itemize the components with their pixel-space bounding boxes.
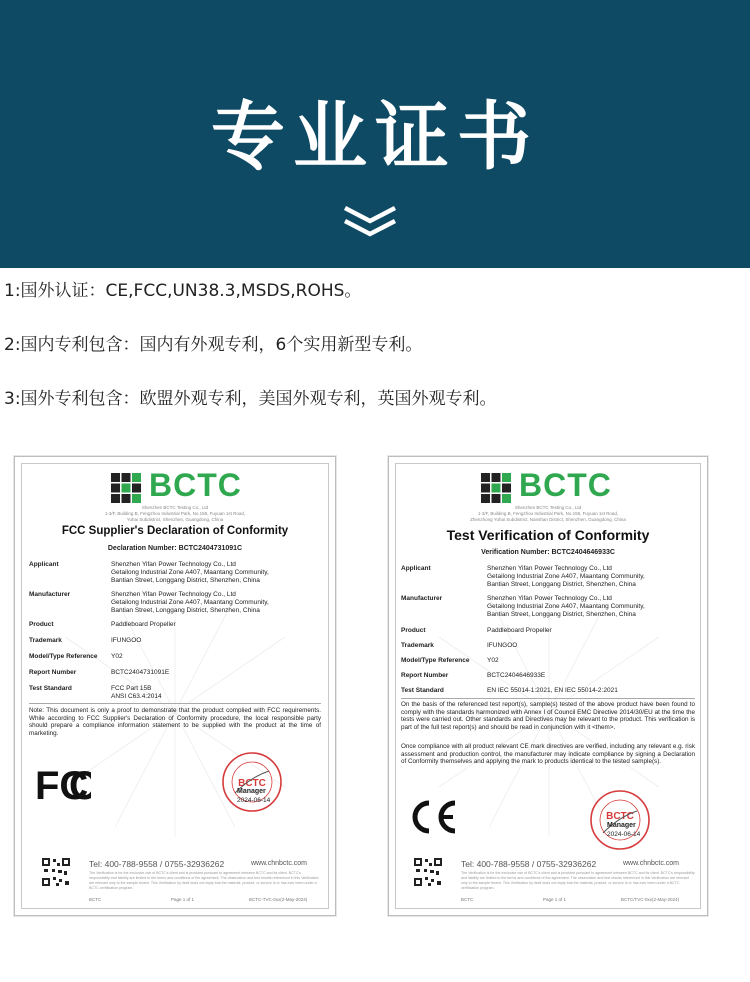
footer-right: BCTC/TVC-0xx(2-May-2024) — [621, 897, 680, 902]
company-address: Shenzhen BCTC Testing Co., Ltd 1-3/F, Building B, Fengzhou Industrial Park, No.158, Fuyuan 1st Road, Yuhai Subdistrict, Shenzhen, Guangdong, China — [104, 505, 246, 522]
field-model — [401, 657, 697, 667]
field-label: Report Number — [29, 669, 77, 676]
footer-right: BCTC-TVC-0xx(2-May-2024) — [249, 897, 308, 902]
certificate-title: Test Verification of Conformity — [446, 527, 650, 543]
svg-text:FC: FC — [35, 764, 89, 807]
field-value: Paddleboard Propeller — [487, 627, 552, 634]
bctc-logo-text: BCTC — [519, 467, 612, 503]
field-label: Applicant — [401, 565, 431, 572]
field-applicant — [29, 561, 324, 587]
field-label: Test Standard — [401, 687, 444, 694]
bctc-logo-icon — [111, 473, 141, 503]
website: www.chnbctc.com — [251, 860, 308, 867]
field-product — [401, 627, 697, 637]
field-value: Shenzhen Yifan Power Technology Co., Ltd Getailong Industrial Zone A407, Maantang Community, Bantian Street, Longgang District, Shenzhen, China — [111, 591, 269, 614]
footer-left: BCTC — [89, 897, 102, 902]
field-value: Y02 — [111, 653, 123, 660]
bctc-logo-text: BCTC — [149, 467, 242, 503]
svg-text:BCTC: BCTC — [238, 778, 266, 789]
field-label: Product — [401, 627, 426, 634]
field-label: Applicant — [29, 561, 59, 568]
company-address: Shenzhen BCTC Testing Co., Ltd 1-3/F, Building B, Fengzhou Industrial Park, No.158, Fuyuan 1st Road, Zhenzhong Yuhai Subdistrict, Nanshan District, Shenzhen, Guangdong, China — [470, 505, 626, 522]
field-test-standard — [29, 685, 324, 703]
field-report-number — [29, 669, 324, 679]
field-value: IFUNGOO — [487, 642, 518, 649]
divider — [29, 703, 321, 704]
fcc-logo-icon — [35, 759, 91, 807]
header-banner — [0, 0, 750, 268]
field-report-number — [401, 672, 697, 682]
contact-phone: Tel: 400-788-9558 / 0755-32936262 — [461, 859, 597, 869]
qr-code-icon — [413, 857, 443, 887]
field-value: Y02 — [487, 657, 499, 664]
fine-print: The Verification is for the exclusive use of BCTC's client and is provided pursuant to agreement between BCTC and its client. BCTC's responsibility and liability are limited to the terms and conditions of the agreement. The observation and test results referenced in this Verification are relevant only to the sample tested. This Verification by itself does not imply that the material, product, or service is or has ever been under a BCTC certification program. — [461, 871, 695, 890]
signature-date: 2024-06-14 — [607, 831, 641, 838]
svg-text:BCTC: BCTC — [606, 811, 634, 822]
ce-logo-icon — [409, 797, 459, 837]
qr-code-icon — [41, 857, 71, 887]
fcc-mark — [35, 759, 91, 807]
certificate-title: FCC Supplier's Declaration of Conformity — [61, 525, 289, 537]
signature-title: Manager — [607, 822, 636, 829]
fine-print: The Verification is for the exclusive use of BCTC's client and is provided pursuant to agreement between BCTC and its client. BCTC's responsibility and liability are limited to the terms and conditions of the agreement. The observation and test results referenced in this Verification are relevant only to the sample tested. This Verification by itself does not imply that the material, product, or service is or has ever been under a BCTC certification program. — [89, 871, 319, 890]
field-value: BCTC2404646933E — [487, 672, 546, 679]
field-value: Shenzhen Yifan Power Technology Co., Ltd Getailong Industrial Zone A407, Maantang Community, Bantian Street, Longgang District, Shenzhen, China — [487, 565, 645, 588]
field-manufacturer — [29, 591, 324, 617]
field-value: Paddleboard Propeller — [111, 621, 176, 628]
certification-list — [4, 278, 497, 412]
field-value: EN IEC 55014-1:2021, EN IEC 55014-2:2021 — [487, 687, 618, 694]
bctc-logo-icon — [481, 473, 511, 503]
field-value: BCTC2404731091E — [111, 669, 170, 676]
field-value: Shenzhen Yifan Power Technology Co., Ltd Getailong Industrial Zone A407, Maantang Community, Bantian Street, Longgang District, Shenzhen, China — [111, 561, 269, 584]
field-applicant — [401, 565, 697, 591]
website: www.chnbctc.com — [623, 860, 680, 867]
divider — [401, 698, 695, 699]
footer-page: Page 1 of 1 — [543, 897, 567, 902]
field-value: Shenzhen Yifan Power Technology Co., Ltd Getailong Industrial Zone A407, Maantang Community, Bantian Street, Longgang District, Shenzhen, China — [487, 595, 645, 618]
contact-phone: Tel: 400-788-9558 / 0755-32936262 — [89, 859, 225, 869]
ce-certificate — [388, 456, 708, 916]
field-label: Model/Type Reference — [401, 657, 470, 664]
footer-page: Page 1 of 1 — [171, 897, 195, 902]
field-label: Test Standard — [29, 685, 72, 692]
list-item: 1:国外认证：CE,FCC,UN38.3,MSDS,ROHS。 — [4, 281, 362, 301]
verification-number: Verification Number: BCTC2404646933C — [481, 549, 615, 556]
field-label: Manufacturer — [401, 595, 443, 602]
field-trademark — [29, 637, 324, 647]
banner-title: 专业证书 — [211, 94, 539, 180]
declaration-number: Declaration Number: BCTC2404731091C — [107, 545, 243, 552]
field-label: Manufacturer — [29, 591, 71, 598]
field-label: Model/Type Reference — [29, 653, 98, 660]
list-item: 3:国外专利包含：欧盟外观专利，美国外观专利，英国外观专利。 — [4, 389, 497, 409]
field-label: Product — [29, 621, 54, 628]
svg-text:C: C — [69, 764, 91, 807]
signature-title: Manager — [237, 788, 266, 795]
list-item: 2:国内专利包含：国内有外观专利，6个实用新型专利。 — [4, 335, 423, 355]
fcc-certificate — [14, 456, 336, 916]
field-test-standard — [401, 687, 697, 697]
field-label: Report Number — [401, 672, 449, 679]
compliance-paragraph: Once compliance with all product relevant CE mark directives are verified, including any relevant e.g. risk assessment and production control, the manufacturer may indicate compliance by signing a Declaration of Conformity themselves and applying the mark to products identical to the tested sample(s). — [401, 743, 695, 766]
ce-mark — [409, 797, 459, 837]
conformity-paragraph: On the basis of the referenced test report(s), sample(s) tested of the above product have been found to comply with the standards harmonized with Annex I of Council EMC Directive 2014/30/EU at the time the tests were carried out. Other standards and Directives may be relevant to the product. This verification is part of the full test report(s) and should be read in conjunction with it <them>. — [401, 701, 695, 731]
field-label: Trademark — [401, 642, 434, 649]
field-product — [29, 621, 324, 631]
field-model — [29, 653, 324, 663]
field-label: Trademark — [29, 637, 62, 644]
field-manufacturer — [401, 595, 697, 621]
field-value: IFUNGOO — [111, 637, 142, 644]
company-seal-icon — [589, 789, 651, 851]
signature-date: 2024-06-14 — [237, 797, 271, 804]
double-chevron-down-icon — [342, 204, 398, 238]
field-trademark — [401, 642, 697, 652]
field-value: FCC Part 15B ANSI C63.4:2014 — [111, 685, 162, 700]
footer-left: BCTC — [461, 897, 474, 902]
note-paragraph: Note: This document is only a proof to demonstrate that the product complied with FCC requirements. While according to FCC Supplier's Declaration of Conformity procedure, the local responsible party should prepare a compliance information statement to be supplied with the product at the time of marketing. — [29, 707, 321, 737]
